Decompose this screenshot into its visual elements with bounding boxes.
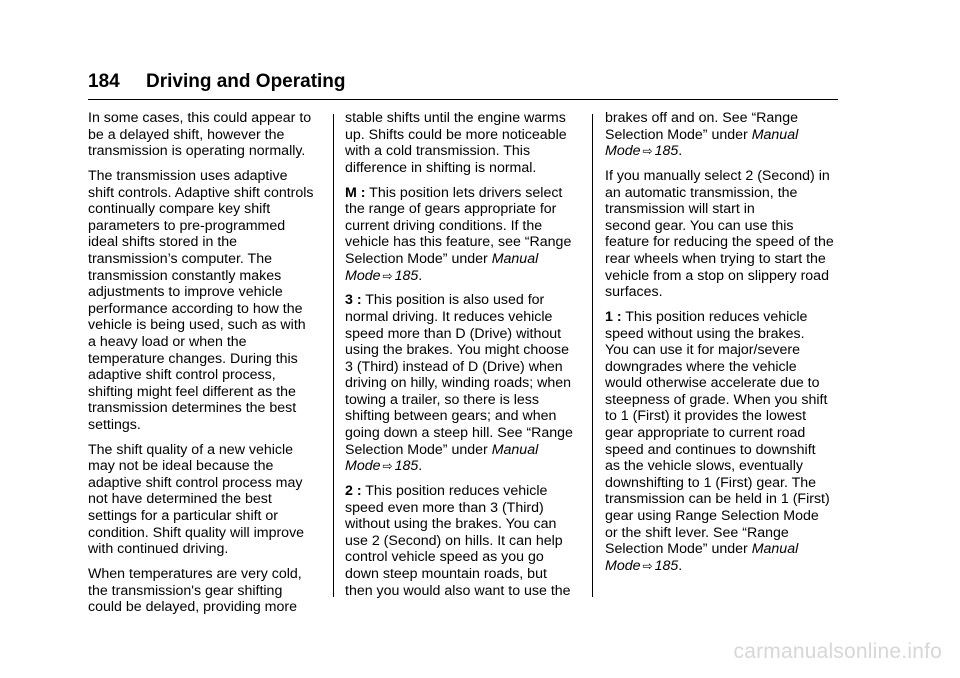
- column-2: [345, 110, 581, 607]
- paragraph-position-2: 2 : This position reduces vehicle speed even more than 3 (Third) without using the brakes. You can use 2 (Second) on hills. It can help control vehicle speed as you go down steep mountain roads, but then you would also want to use the: [345, 483, 571, 599]
- column-divider-1: [333, 114, 334, 597]
- column-divider-2: [592, 114, 593, 597]
- position-label-3: 3 :: [345, 292, 362, 309]
- paragraph-position-3: 3 : This position is also used for normal driving. It reduces vehicle speed more than D (Drive) without using the brakes. You might choose 3 (Third) instead of D (Drive) when driving on hilly, winding roads; when towing a trailer, so there is less shifting between gears; and when going down a steep hill. See “Range Selection Mode” under Manual Mode ⇨ 185.: [345, 292, 573, 475]
- position-label-m: M :: [345, 184, 366, 201]
- paragraph-adaptive-shift: The transmission uses adaptive shift controls. Adaptive shift controls continually compare key shift parameters to pre-programmed ideal shifts stored in the transmission’s computer. The transmission constantly makes adjustments to improve vehicle performance according to how the vehicle is being used, such as with a heavy load or when the temperature changes. During this adaptive shift control process, shifting might feel different as the transmission determines the best settings.: [88, 167, 314, 433]
- manual-mode-link[interactable]: Manual: [751, 126, 799, 143]
- paragraph-shift-quality: The shift quality of a new vehicle may not be ideal because the adaptive shift control process may not have determined the best settings for a particular shift or condition. Shift quality will improve with continued driving.: [88, 441, 305, 558]
- manual-mode-link[interactable]: Manual: [491, 250, 539, 267]
- paragraph-cold-temperatures: When temperatures are very cold, the transmission's gear shifting could be delayed, providing more: [88, 566, 302, 616]
- position-label-2: 2 :: [345, 483, 362, 500]
- manual-mode-link[interactable]: Manual: [751, 541, 799, 558]
- page-reference[interactable]: 185: [394, 267, 419, 284]
- position-label-1: 1 :: [605, 308, 622, 325]
- paragraph-position-1: 1 : This position reduces vehicle speed without using the brakes. You can use it for major/severe downgrades where the vehicle would otherwise accelerate due to steepness of grade. When you shift to 1 (First) it provides the lowest gear appropriate to current road speed and continues to downshift as the vehicle slows, eventually downshifting to 1 (First) gear. The transmission can be held in 1 (First) gear using Range Selection Mode or the shift lever. See “Range Selection Mode” under Manual Mode ⇨ 185.: [605, 308, 830, 574]
- page-number: 184: [88, 71, 120, 92]
- paragraph-delayed-shift: In some cases, this could appear to be a delayed shift, however the transmission is operating normally.: [88, 110, 312, 160]
- column-1: [88, 110, 324, 624]
- page-reference-icon: ⇨: [642, 144, 653, 159]
- paragraph-manual-second: If you manually select 2 (Second) in an automatic transmission, the transmission will start in second gear. You can use this feature for reducing the speed of the rear wheels when trying to start the vehicle from a stop on slippery road surfaces.: [605, 167, 834, 301]
- page-header: [88, 70, 346, 94]
- page-reference-icon: ⇨: [382, 268, 393, 283]
- page-reference[interactable]: 185: [654, 143, 679, 160]
- column-3: [605, 110, 841, 583]
- paragraph-cold-continued: stable shifts until the engine warms up. Shifts could be more noticeable with a cold transmission. This difference in shifting is normal.: [345, 110, 567, 176]
- paragraph-position-m: M : This position lets drivers select the range of gears appropriate for current driving conditions. If the vehicle has this feature, see “Range Selection Mode” under Manual Mode ⇨ 185.: [345, 184, 572, 284]
- manual-mode-link[interactable]: Manual: [491, 441, 539, 458]
- watermark: carmanualsonline.info: [733, 640, 942, 663]
- header-rule: [88, 99, 838, 100]
- page-reference[interactable]: 185: [654, 557, 679, 574]
- page-reference[interactable]: 185: [394, 458, 419, 475]
- page-reference-icon: ⇨: [382, 459, 393, 474]
- section-title: Driving and Operating: [146, 71, 346, 92]
- page-reference-icon: ⇨: [642, 558, 653, 573]
- paragraph-brakes-continued: brakes off and on. See “Range Selection Mode” under Manual Mode ⇨ 185.: [605, 110, 799, 160]
